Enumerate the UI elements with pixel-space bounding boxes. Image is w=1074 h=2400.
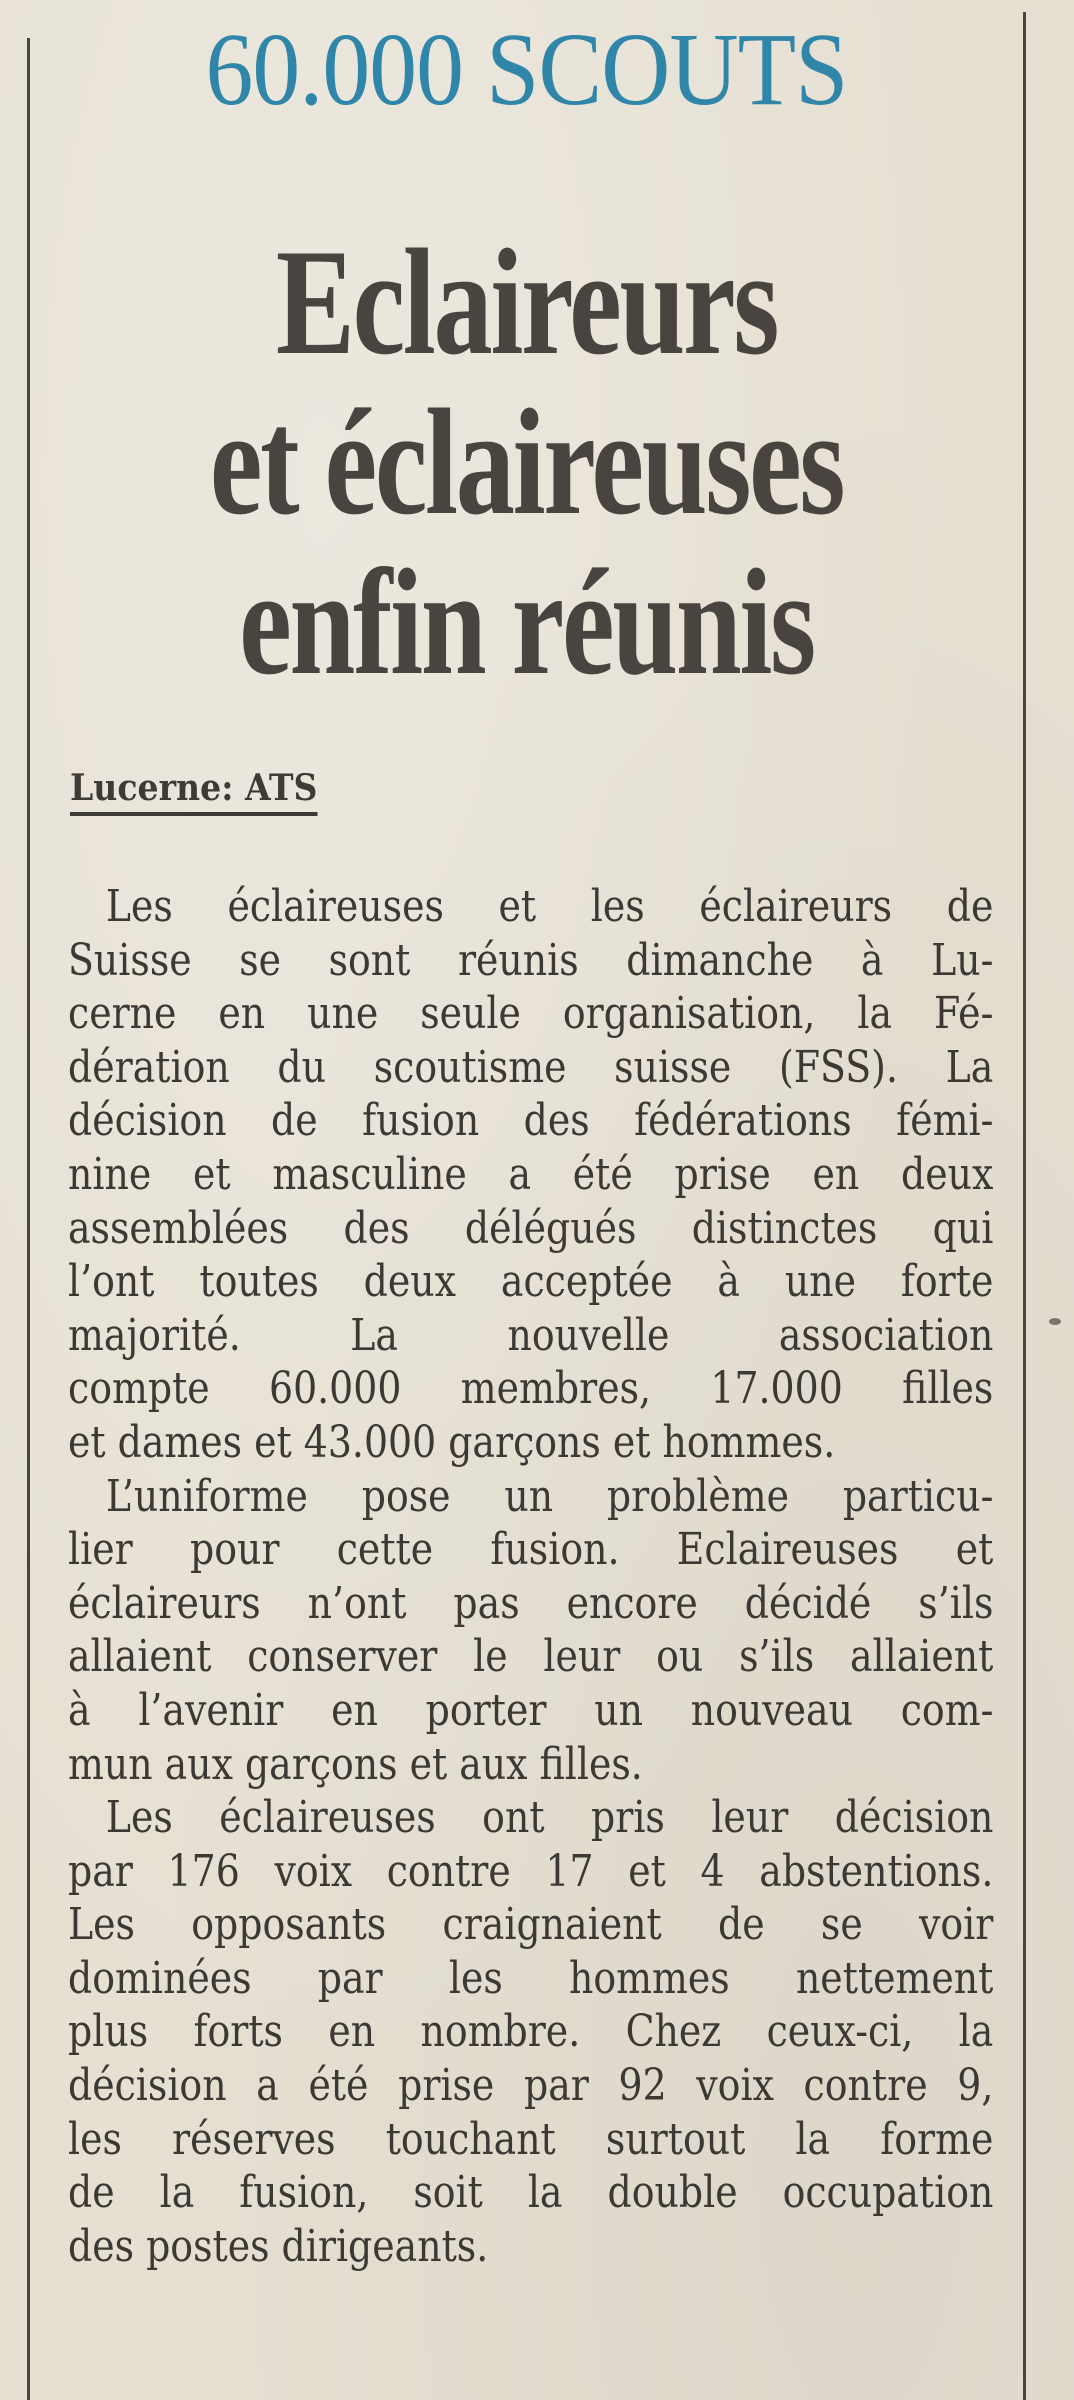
- body-line: les réserves touchant surtout la forme: [68, 2113, 994, 2165]
- body-line: Les éclaireuses ont pris leur décision: [105, 1792, 994, 1844]
- body-line: éclaireurs n’ont pas encore décidé s’ils: [68, 1577, 994, 1629]
- body-line: Les éclaireuses et les éclaireurs de: [105, 881, 994, 932]
- body-line: plus forts en nombre. Chez ceux-ci, la: [68, 2006, 994, 2058]
- body-line: décision a été prise par 92 voix contre 9,: [68, 2060, 994, 2112]
- headline: [30, 218, 1023, 706]
- body-line: majorité. La nouvelle association: [68, 1309, 994, 1361]
- body-line: dération du scoutisme suisse (FSS). La: [68, 1041, 994, 1093]
- body-line: l’ont toutes deux acceptée à une forte: [68, 1256, 994, 1308]
- headline-line: enfin réunis: [239, 538, 814, 706]
- body-line: dominées par les hommes nettement: [68, 1952, 994, 2004]
- column-rule-right: [1023, 12, 1026, 2400]
- paragraph-1: [68, 880, 993, 1470]
- body-line: décision de fusion des fédérations fémi-: [68, 1095, 994, 1147]
- article-body: [68, 880, 993, 2273]
- body-line: L’uniforme pose un problème particu-: [105, 1470, 994, 1522]
- body-line: mun aux garçons et aux filles.: [68, 1738, 643, 1790]
- headline-line: Eclaireurs: [275, 218, 778, 386]
- paragraph-2: [68, 1470, 993, 1792]
- body-line: cerne en une seule organisation, la Fé-: [68, 988, 994, 1040]
- body-line: assemblées des délégués distinctes qui: [68, 1202, 994, 1254]
- body-line: nine et masculine a été prise en deux: [68, 1148, 994, 1200]
- headline-line: et éclaireuses: [209, 378, 844, 546]
- body-line: des postes dirigeants.: [68, 2220, 489, 2272]
- body-line: de la fusion, soit la double occupation: [68, 2167, 994, 2219]
- dateline: Lucerne: ATS: [70, 766, 317, 816]
- body-line: par 176 voix contre 17 et 4 abstentions.: [68, 1845, 994, 1897]
- paragraph-3: [68, 1791, 993, 2273]
- paper-speck: [1049, 1318, 1061, 1325]
- body-line: Les opposants craignaient de se voir: [68, 1899, 994, 1951]
- body-line: allaient conserver le leur ou s’ils allaient: [68, 1631, 994, 1683]
- kicker-title: 60.000 SCOUTS: [205, 12, 848, 127]
- body-line: lier pour cette fusion. Eclaireuses et: [68, 1524, 994, 1576]
- body-line: compte 60.000 membres, 17.000 filles: [68, 1363, 994, 1415]
- body-line: à l’avenir en porter un nouveau com-: [68, 1684, 994, 1736]
- body-line: et dames et 43.000 garçons et hommes.: [68, 1416, 836, 1468]
- body-line: Suisse se sont réunis dimanche à Lu-: [68, 934, 994, 986]
